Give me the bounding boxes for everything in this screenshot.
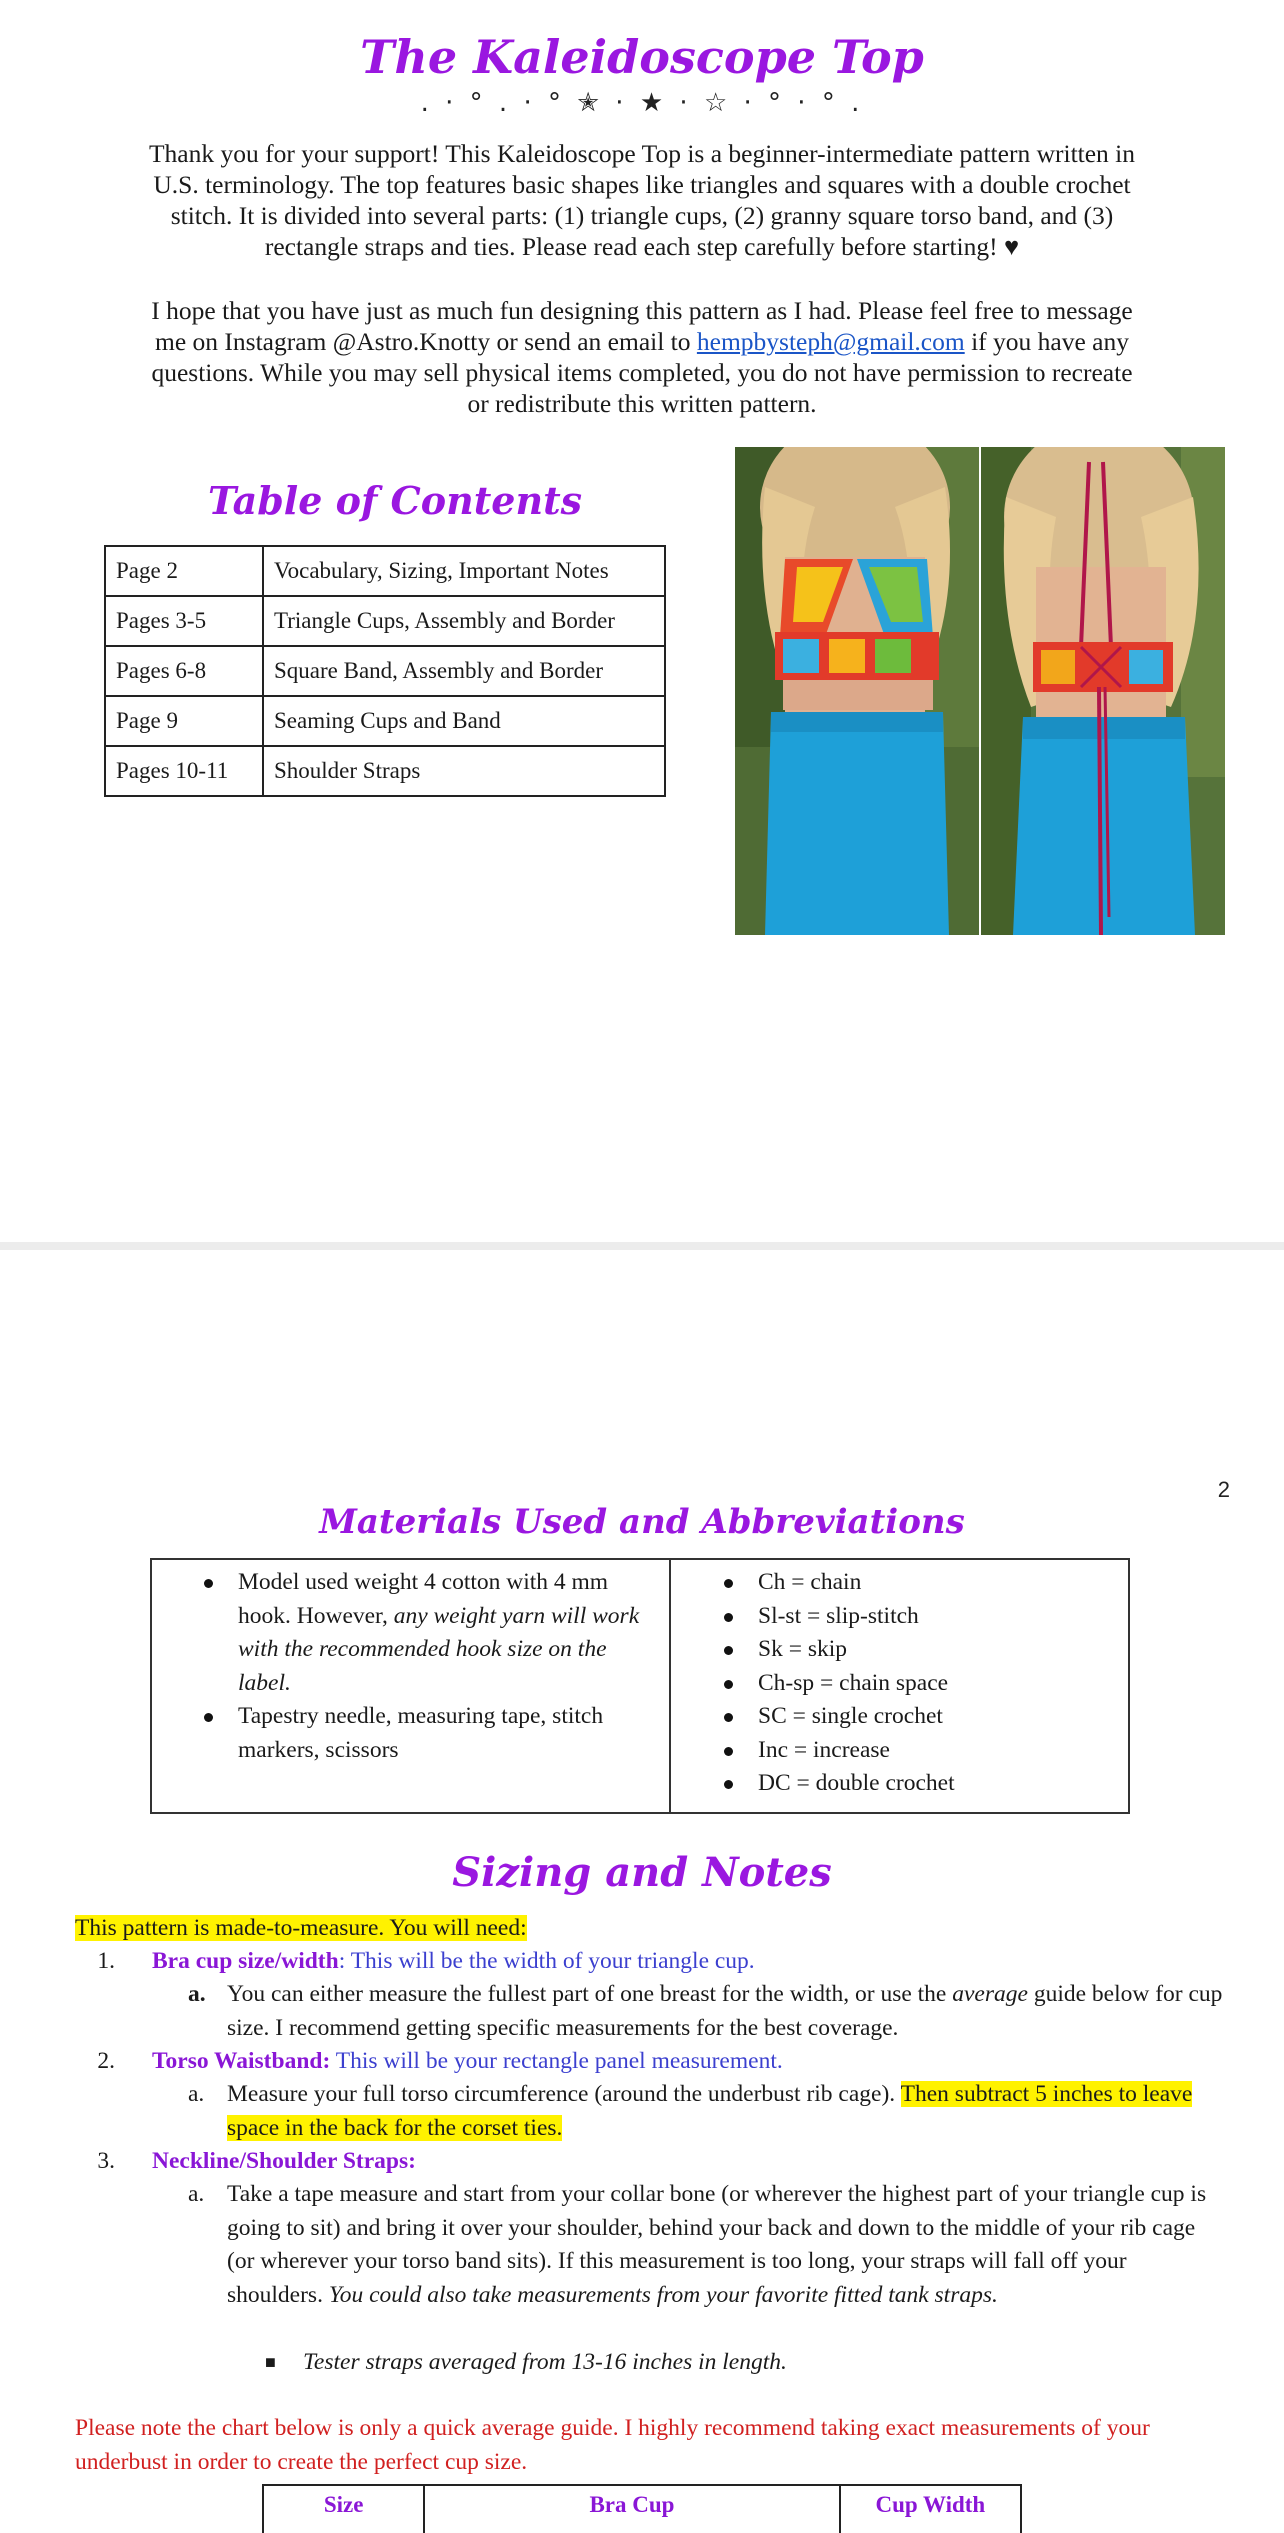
materials-item-italic: any weight yarn will work with the recommended hook size on the label. xyxy=(238,1602,640,1696)
item-1-description: : This will be the width of your triangle cup. xyxy=(338,1948,755,1974)
abbreviation-item: Sl-st = slip-stitch xyxy=(672,1600,1128,1634)
abbreviation-item: SC = single crochet xyxy=(672,1700,1128,1734)
size-chart-header: Bra Cup xyxy=(424,2485,839,2533)
star-ornament: . · ° . · ° ✭ · ★ · ☆ · ° · ° . xyxy=(420,88,864,118)
sizing-title: Sizing and Notes xyxy=(452,1849,832,1896)
abbreviation-item: Inc = increase xyxy=(672,1734,1128,1768)
toc-topic: Seaming Cups and Band xyxy=(263,696,665,746)
page-1 xyxy=(0,0,1284,1242)
email-link[interactable]: hempbysteph@gmail.com xyxy=(696,327,965,356)
model-back-photo xyxy=(981,447,1225,935)
sizing-intro xyxy=(75,1912,1215,1946)
list-number: 2. xyxy=(97,2048,115,2074)
toc-row xyxy=(105,746,665,796)
materials-list xyxy=(152,1566,667,1767)
size-chart-header: Cup Width xyxy=(840,2485,1021,2533)
toc-row xyxy=(105,546,665,596)
item-2-label: Torso Waistband: xyxy=(152,2048,331,2074)
toc-page: Page 9 xyxy=(105,696,263,746)
materials-item xyxy=(152,1566,667,1700)
intro-paragraph: Thank you for your support! This Kaleidoscope Top is a beginner-intermediate pattern written in U.S. terminology. The top features basic shapes like triangles and squares with a double crochet stitch. It is divided into several parts: (1) triangle cups, (2) granny square torso band, and (3) rectangle straps and ties. Please read each step carefully before starting! ♥ xyxy=(148,139,1136,261)
item-1a-text xyxy=(227,1978,1227,2045)
item-3a-text-pre: Take a tape measure and start from your collar bone (or wherever the highest part of your triangle cup is going to sit) and bring it over your shoulder, behind your back and down to the middle of your rib cage (or wherever your torso band sits). If this measurement is too long, your straps will fall off your shoulders. xyxy=(227,2181,1207,2308)
item-1a-text-pre: You can either measure the fullest part of one breast for the width, or use the xyxy=(227,1981,953,2007)
abbreviation-item: Ch-sp = chain space xyxy=(672,1667,1128,1701)
sub-marker: a. xyxy=(188,1981,206,2007)
abbreviations-list xyxy=(672,1566,1128,1801)
model-front-photo xyxy=(735,447,979,935)
sub-marker: a. xyxy=(188,2181,205,2207)
toc-page: Pages 3-5 xyxy=(105,596,263,646)
item-2a-text-pre: Measure your full torso circumference (around the underbust rib cage). xyxy=(227,2081,901,2107)
size-chart-header: Size xyxy=(263,2485,424,2533)
sub-marker: a. xyxy=(188,2081,205,2107)
list-number: 3. xyxy=(97,2148,115,2174)
list-number: 1. xyxy=(97,1948,115,1974)
contact-paragraph xyxy=(140,295,1144,419)
abbreviation-item: Ch = chain xyxy=(672,1566,1128,1600)
toc-title: Table of Contents xyxy=(207,478,583,523)
toc-page: Page 2 xyxy=(105,546,263,596)
toc-row xyxy=(105,646,665,696)
page-2 xyxy=(0,1250,1284,2517)
materials-item: Tapestry needle, measuring tape, stitch markers, scissors xyxy=(152,1700,667,1767)
item-1a-text-post: guide below for cup size. I recommend getting specific measurements for the best coverage. xyxy=(227,1981,1223,2041)
item-2a-text xyxy=(227,2078,1227,2145)
sizing-intro-highlight: This pattern is made-to-measure. You will need: xyxy=(75,1915,527,1941)
item-1-label: Bra cup size/width xyxy=(152,1948,339,1974)
toc-row xyxy=(105,596,665,646)
item-1-text xyxy=(152,1945,755,1979)
toc-page: Pages 10-11 xyxy=(105,746,263,796)
page-number: 2 xyxy=(1217,1477,1230,1502)
toc-topic: Triangle Cups, Assembly and Border xyxy=(263,596,665,646)
chart-note: Please note the chart below is only a quick average guide. I highly recommend taking exact measurements of your underbust in order to create the perfect cup size. xyxy=(75,2415,1150,2475)
toc-page: Pages 6-8 xyxy=(105,646,263,696)
item-2-description: This will be your rectangle panel measurement. xyxy=(330,2048,783,2074)
materials-title: Materials Used and Abbreviations xyxy=(319,1502,965,1542)
abbreviation-item: DC = double crochet xyxy=(672,1767,1128,1801)
abbreviation-item: Sk = skip xyxy=(672,1633,1128,1667)
toc-topic: Square Band, Assembly and Border xyxy=(263,646,665,696)
pattern-title: The Kaleidoscope Top xyxy=(360,30,924,84)
column-divider xyxy=(669,1560,671,1812)
page-separator xyxy=(0,1242,1284,1250)
square-bullet-icon: ■ xyxy=(265,2352,276,2372)
materials-table xyxy=(150,1558,1130,1814)
item-2-text xyxy=(152,2045,783,2079)
toc-topic: Shoulder Straps xyxy=(263,746,665,796)
item-3-label: Neckline/Shoulder Straps: xyxy=(152,2148,416,2174)
materials-item-text: Model used weight 4 cotton with 4 mm hook. However, xyxy=(238,1569,609,1629)
item-1a-text-italic: average xyxy=(952,1981,1028,2007)
toc-row xyxy=(105,696,665,746)
size-chart xyxy=(262,2484,1022,2533)
sub-bullet-text: Tester straps averaged from 13-16 inches in length. xyxy=(303,2349,787,2375)
toc-topic: Vocabulary, Sizing, Important Notes xyxy=(263,546,665,596)
contact-text-before: I hope that you have just as much fun designing this pattern as I had. Please feel free to message me on Instagram @Astro.Knotty or send an email to xyxy=(151,296,1133,356)
item-3a-text-italic: You could also take measurements from your favorite fitted tank straps. xyxy=(328,2281,998,2308)
item-2a-highlight: Then subtract 5 inches to leave space in the back for the corset ties. xyxy=(227,2081,1193,2141)
contact-text-after: if you have any questions. While you may sell physical items completed, you do not have permission to recreate or redistribute this written pattern. xyxy=(151,327,1133,418)
item-3a-text xyxy=(227,2178,1227,2312)
table-of-contents xyxy=(104,545,666,797)
